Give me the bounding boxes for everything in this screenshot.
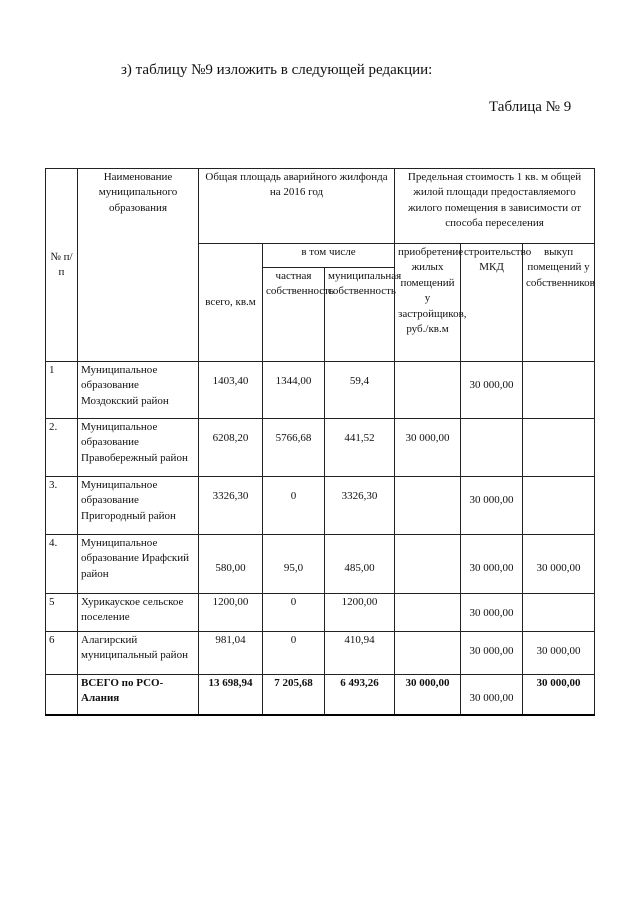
row-num: 3. xyxy=(46,477,78,535)
row-name: Алагирский муниципальный район xyxy=(78,632,199,675)
row-total: 1200,00 xyxy=(199,594,263,632)
table-title: Таблица № 9 xyxy=(489,99,572,115)
row-municipal: 485,00 xyxy=(325,535,395,594)
total-municipal: 6 493,26 xyxy=(325,675,395,715)
row-num: 2. xyxy=(46,419,78,477)
row-purchase xyxy=(395,477,461,535)
row-private: 0 xyxy=(263,594,325,632)
row-name: Муниципальное образование Правобережный район xyxy=(78,419,199,477)
housing-table xyxy=(45,168,595,716)
row-municipal: 59,4 xyxy=(325,362,395,419)
row-num: 5 xyxy=(46,594,78,632)
header-construction: строительство МКД xyxy=(461,244,523,362)
row-construction: 30 000,00 xyxy=(461,632,523,675)
row-construction: 30 000,00 xyxy=(461,594,523,632)
header-incl: в том числе xyxy=(263,244,395,268)
total-num xyxy=(46,675,78,715)
row-construction: 30 000,00 xyxy=(461,477,523,535)
row-name: Муниципальное образование Пригородный район xyxy=(78,477,199,535)
row-private: 0 xyxy=(263,477,325,535)
row-municipal: 3326,30 xyxy=(325,477,395,535)
row-private: 0 xyxy=(263,632,325,675)
header-num: № п/п xyxy=(46,169,78,362)
table-row xyxy=(46,477,595,535)
total-name: ВСЕГО по РСО-Алания xyxy=(78,675,199,715)
row-municipal: 441,52 xyxy=(325,419,395,477)
row-num: 1 xyxy=(46,362,78,419)
total-construction: 30 000,00 xyxy=(461,675,523,715)
header-total-area: всего, кв.м xyxy=(199,244,263,362)
total-area: 13 698,94 xyxy=(199,675,263,715)
row-purchase xyxy=(395,535,461,594)
row-private: 1344,00 xyxy=(263,362,325,419)
row-municipal: 410,94 xyxy=(325,632,395,675)
row-buyout: 30 000,00 xyxy=(523,632,595,675)
table-row xyxy=(46,632,595,675)
row-total: 6208,20 xyxy=(199,419,263,477)
row-total: 3326,30 xyxy=(199,477,263,535)
row-private: 95,0 xyxy=(263,535,325,594)
row-name: Муниципальное образование Ирафский район xyxy=(78,535,199,594)
row-total: 580,00 xyxy=(199,535,263,594)
total-row xyxy=(46,675,595,715)
header-name: Наименование муниципального образования xyxy=(78,169,199,362)
table-row xyxy=(46,419,595,477)
row-num: 4. xyxy=(46,535,78,594)
row-buyout xyxy=(523,362,595,419)
row-purchase xyxy=(395,594,461,632)
row-purchase xyxy=(395,362,461,419)
total-buyout: 30 000,00 xyxy=(523,675,595,715)
row-total: 981,04 xyxy=(199,632,263,675)
header-purchase: приобретение жилых помещений у застройщиков, руб./кв.м xyxy=(395,244,461,362)
header-private: частная собственность xyxy=(263,268,325,362)
intro-text: з) таблицу №9 изложить в следующей редакции: xyxy=(121,62,433,78)
row-name: Хурикауское сельское поселение xyxy=(78,594,199,632)
row-construction xyxy=(461,419,523,477)
row-num: 6 xyxy=(46,632,78,675)
row-construction: 30 000,00 xyxy=(461,535,523,594)
row-purchase: 30 000,00 xyxy=(395,419,461,477)
row-buyout xyxy=(523,594,595,632)
row-buyout xyxy=(523,419,595,477)
row-total: 1403,40 xyxy=(199,362,263,419)
header-buyout: выкуп помещений у собственников xyxy=(523,244,595,362)
header-row-1 xyxy=(46,169,595,244)
row-municipal: 1200,00 xyxy=(325,594,395,632)
row-private: 5766,68 xyxy=(263,419,325,477)
row-purchase xyxy=(395,632,461,675)
row-construction: 30 000,00 xyxy=(461,362,523,419)
header-municipal: муниципальная собственность xyxy=(325,268,395,362)
total-private: 7 205,68 xyxy=(263,675,325,715)
row-name: Муниципальное образование Моздокский район xyxy=(78,362,199,419)
row-buyout: 30 000,00 xyxy=(523,535,595,594)
header-area-group: Общая площадь аварийного жилфонда на 2016 год xyxy=(199,169,395,244)
table-row xyxy=(46,594,595,632)
table-row xyxy=(46,535,595,594)
total-purchase: 30 000,00 xyxy=(395,675,461,715)
table-row xyxy=(46,362,595,419)
header-cost-group: Предельная стоимость 1 кв. м общей жилой площади предоставляемого жилого помещения в зависимости от способа переселения xyxy=(395,169,595,244)
row-buyout xyxy=(523,477,595,535)
